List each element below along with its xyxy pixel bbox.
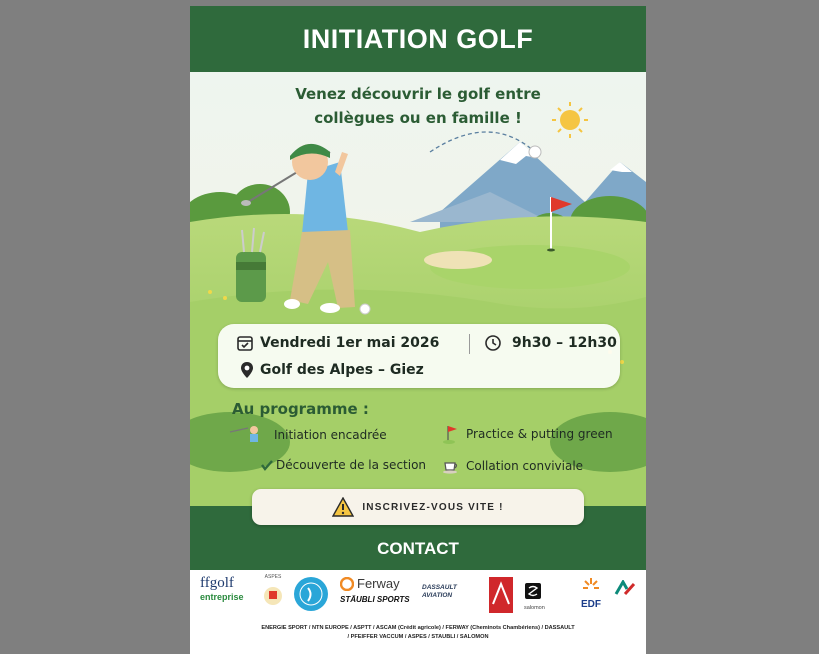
tagline-line-1: Venez découvrir le golf entre bbox=[295, 85, 541, 103]
edf-logo-text: EDF bbox=[581, 599, 601, 610]
ffgolf-logo-text: ffgolf bbox=[200, 575, 234, 591]
dassault-logo-text: DASSAULT AVIATION bbox=[422, 584, 457, 599]
golfer-mini-icon bbox=[228, 424, 272, 446]
staubli-logo-text: STÄUBLI SPORTS bbox=[340, 595, 410, 604]
coffee-cup-icon bbox=[442, 458, 460, 474]
ffgolf-logo bbox=[200, 576, 260, 604]
credit-agricole-logo bbox=[614, 580, 636, 596]
register-callout bbox=[252, 489, 584, 525]
program-item bbox=[442, 458, 583, 474]
program-item bbox=[228, 424, 387, 446]
warning-icon bbox=[332, 497, 354, 517]
golf-flag-mini-icon bbox=[442, 424, 460, 444]
salomon-logo bbox=[524, 582, 564, 611]
program-item-label: Practice & putting green bbox=[466, 427, 613, 441]
calendar-check-icon bbox=[236, 334, 254, 352]
program-item-label: Découverte de la section bbox=[276, 458, 427, 472]
program-item-label: Collation conviviale bbox=[466, 459, 584, 473]
ferway-logo-text: Ferway bbox=[357, 576, 400, 591]
salomon-logo-text: salomon bbox=[524, 605, 545, 611]
register-callout-text: INSCRIVEZ-VOUS VITE ! bbox=[362, 501, 504, 513]
ferway-staubli-logo bbox=[340, 576, 410, 604]
event-date-text: Vendredi 1er mai 2026 bbox=[260, 335, 440, 351]
aspes-logo-text: ASPES bbox=[264, 574, 282, 580]
event-location bbox=[240, 361, 424, 379]
contact-heading: CONTACT bbox=[377, 539, 459, 558]
tagline-line-2: collègues ou en famille ! bbox=[314, 109, 522, 127]
dassault-logo bbox=[422, 584, 478, 600]
program-item-label: Initiation encadrée bbox=[274, 428, 387, 442]
program-title: Au programme : bbox=[232, 400, 369, 418]
page-title: INITIATION GOLF bbox=[302, 23, 534, 54]
salomon-emblem-icon bbox=[524, 582, 542, 600]
event-location-text: Golf des Alpes – Giez bbox=[260, 362, 424, 378]
location-pin-icon bbox=[240, 361, 254, 379]
program-item bbox=[260, 458, 426, 472]
sponsor-list bbox=[210, 624, 626, 642]
flyer-page bbox=[190, 6, 646, 654]
tagline bbox=[220, 82, 616, 130]
sponsor-list-line-1: ENERGIE SPORT / NTN EUROPE / ASPTT / ASCAM (Crédit agricole) / FERWAY (Cheminots Chambériens) / DASSAULT bbox=[261, 625, 575, 631]
aspes-emblem-icon bbox=[262, 580, 284, 610]
ffgolf-logo-subtext: entreprise bbox=[200, 592, 244, 602]
event-time-text: 9h30 – 12h30 bbox=[512, 335, 617, 351]
event-info-card bbox=[218, 324, 620, 388]
checkmark-icon bbox=[260, 458, 274, 472]
partner-logos bbox=[190, 570, 646, 620]
red-club-logo bbox=[488, 576, 514, 614]
edf-sun-icon bbox=[581, 576, 601, 594]
ferway-swirl-icon bbox=[340, 577, 354, 591]
event-date bbox=[236, 334, 439, 352]
edf-logo bbox=[576, 576, 606, 610]
circle-club-logo bbox=[293, 576, 329, 612]
clock-icon bbox=[484, 334, 502, 352]
title-banner bbox=[190, 6, 646, 72]
event-time bbox=[484, 334, 617, 352]
sponsor-list-line-2: / PFEIFFER VACCUM / ASPES / STAUBLI / SALOMON bbox=[347, 634, 489, 640]
info-divider bbox=[469, 334, 470, 354]
program-item bbox=[442, 424, 613, 444]
aspes-logo bbox=[262, 574, 284, 614]
